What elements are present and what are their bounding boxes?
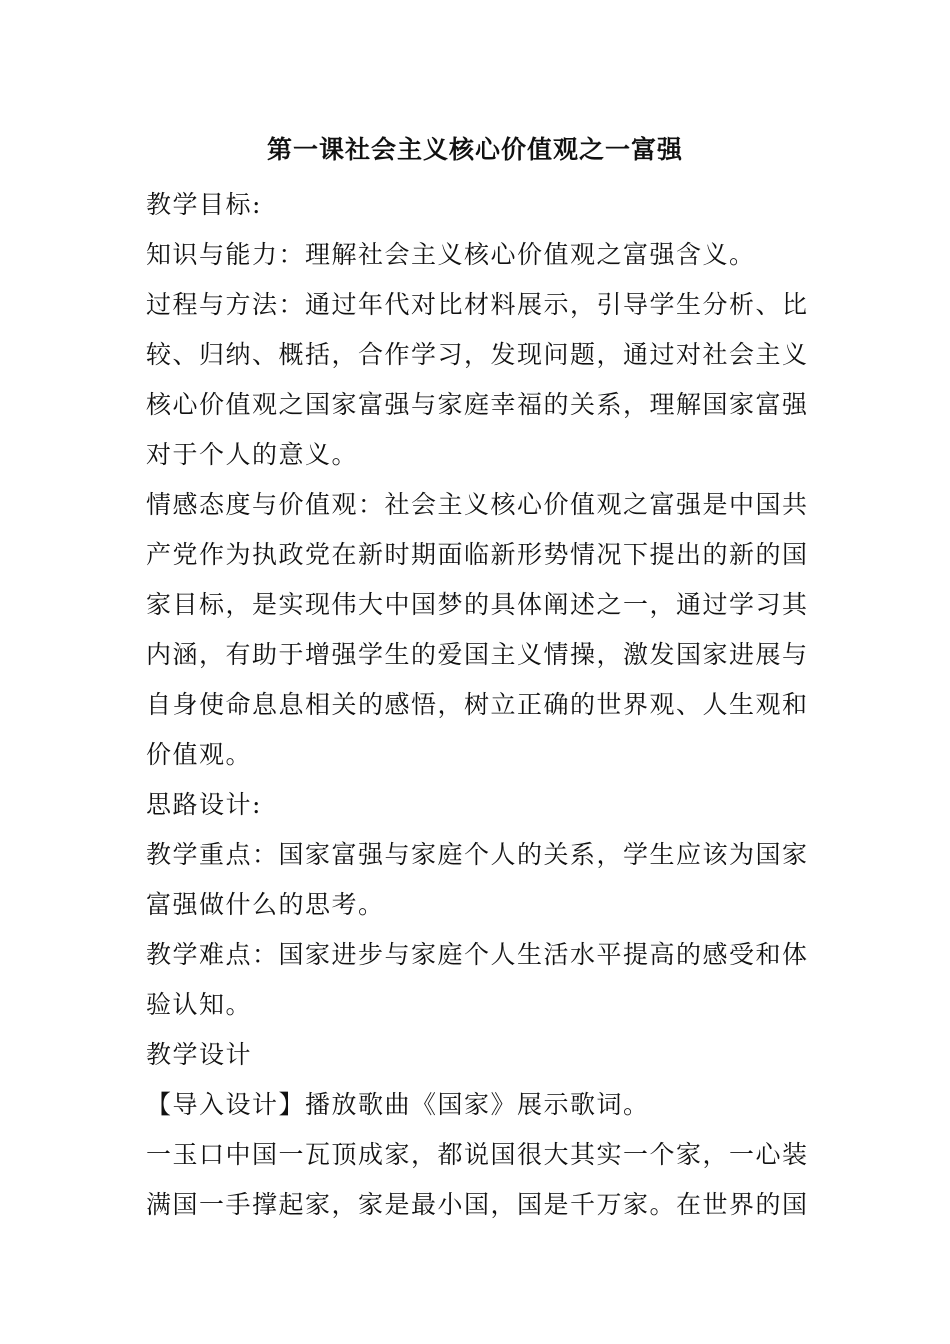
body-line-difficulty-1: 教学难点：国家进步与家庭个人生活水平提高的感受和体	[146, 940, 809, 969]
body-line-values-5: 自身使命息息相关的感悟，树立正确的世界观、人生观和	[146, 690, 809, 719]
body-line-process-1: 过程与方法：通过年代对比材料展示，引导学生分析、比	[146, 290, 809, 319]
body-line-key-point-2: 富强做什么的思考。	[146, 890, 385, 919]
body-line-objectives-heading: 教学目标:	[146, 190, 262, 219]
body-line-values-3: 家目标，是实现伟大中国梦的具体阐述之一，通过学习其	[146, 590, 809, 619]
body-line-key-point-1: 教学重点：国家富强与家庭个人的关系，学生应该为国家	[146, 840, 809, 869]
document-body	[146, 180, 826, 1230]
body-line-values-2: 产党作为执政党在新时期面临新形势情况下提出的新的国	[146, 540, 809, 569]
body-line-lyrics-2: 满国一手撑起家，家是最小国，国是千万家。在世界的国	[146, 1190, 809, 1219]
body-line-values-6: 价值观。	[146, 740, 253, 769]
body-line-difficulty-2: 验认知。	[146, 990, 253, 1019]
body-line-lyrics-1: 一玉口中国一瓦顶成家，都说国很大其实一个家，一心装	[146, 1140, 809, 1169]
body-line-values-1: 情感态度与价值观：社会主义核心价值观之富强是中国共	[146, 490, 809, 519]
body-line-knowledge: 知识与能力：理解社会主义核心价值观之富强含义。	[146, 240, 756, 269]
document-title: 第一课社会主义核心价值观之一富强	[266, 135, 683, 164]
body-line-process-2: 较、归纳、概括，合作学习，发现问题，通过对社会主义	[146, 340, 809, 369]
body-line-values-4: 内涵，有助于增强学生的爱国主义情操，激发国家进展与	[146, 640, 809, 669]
body-line-design-heading: 思路设计:	[146, 790, 262, 819]
body-line-teaching-design: 教学设计	[146, 1040, 253, 1069]
body-line-process-4: 对于个人的意义。	[146, 440, 359, 469]
body-line-process-3: 核心价值观之国家富强与家庭幸福的关系，理解国家富强	[146, 390, 809, 419]
body-line-intro-design: 【导入设计】播放歌曲《国家》展示歌词。	[146, 1090, 650, 1119]
